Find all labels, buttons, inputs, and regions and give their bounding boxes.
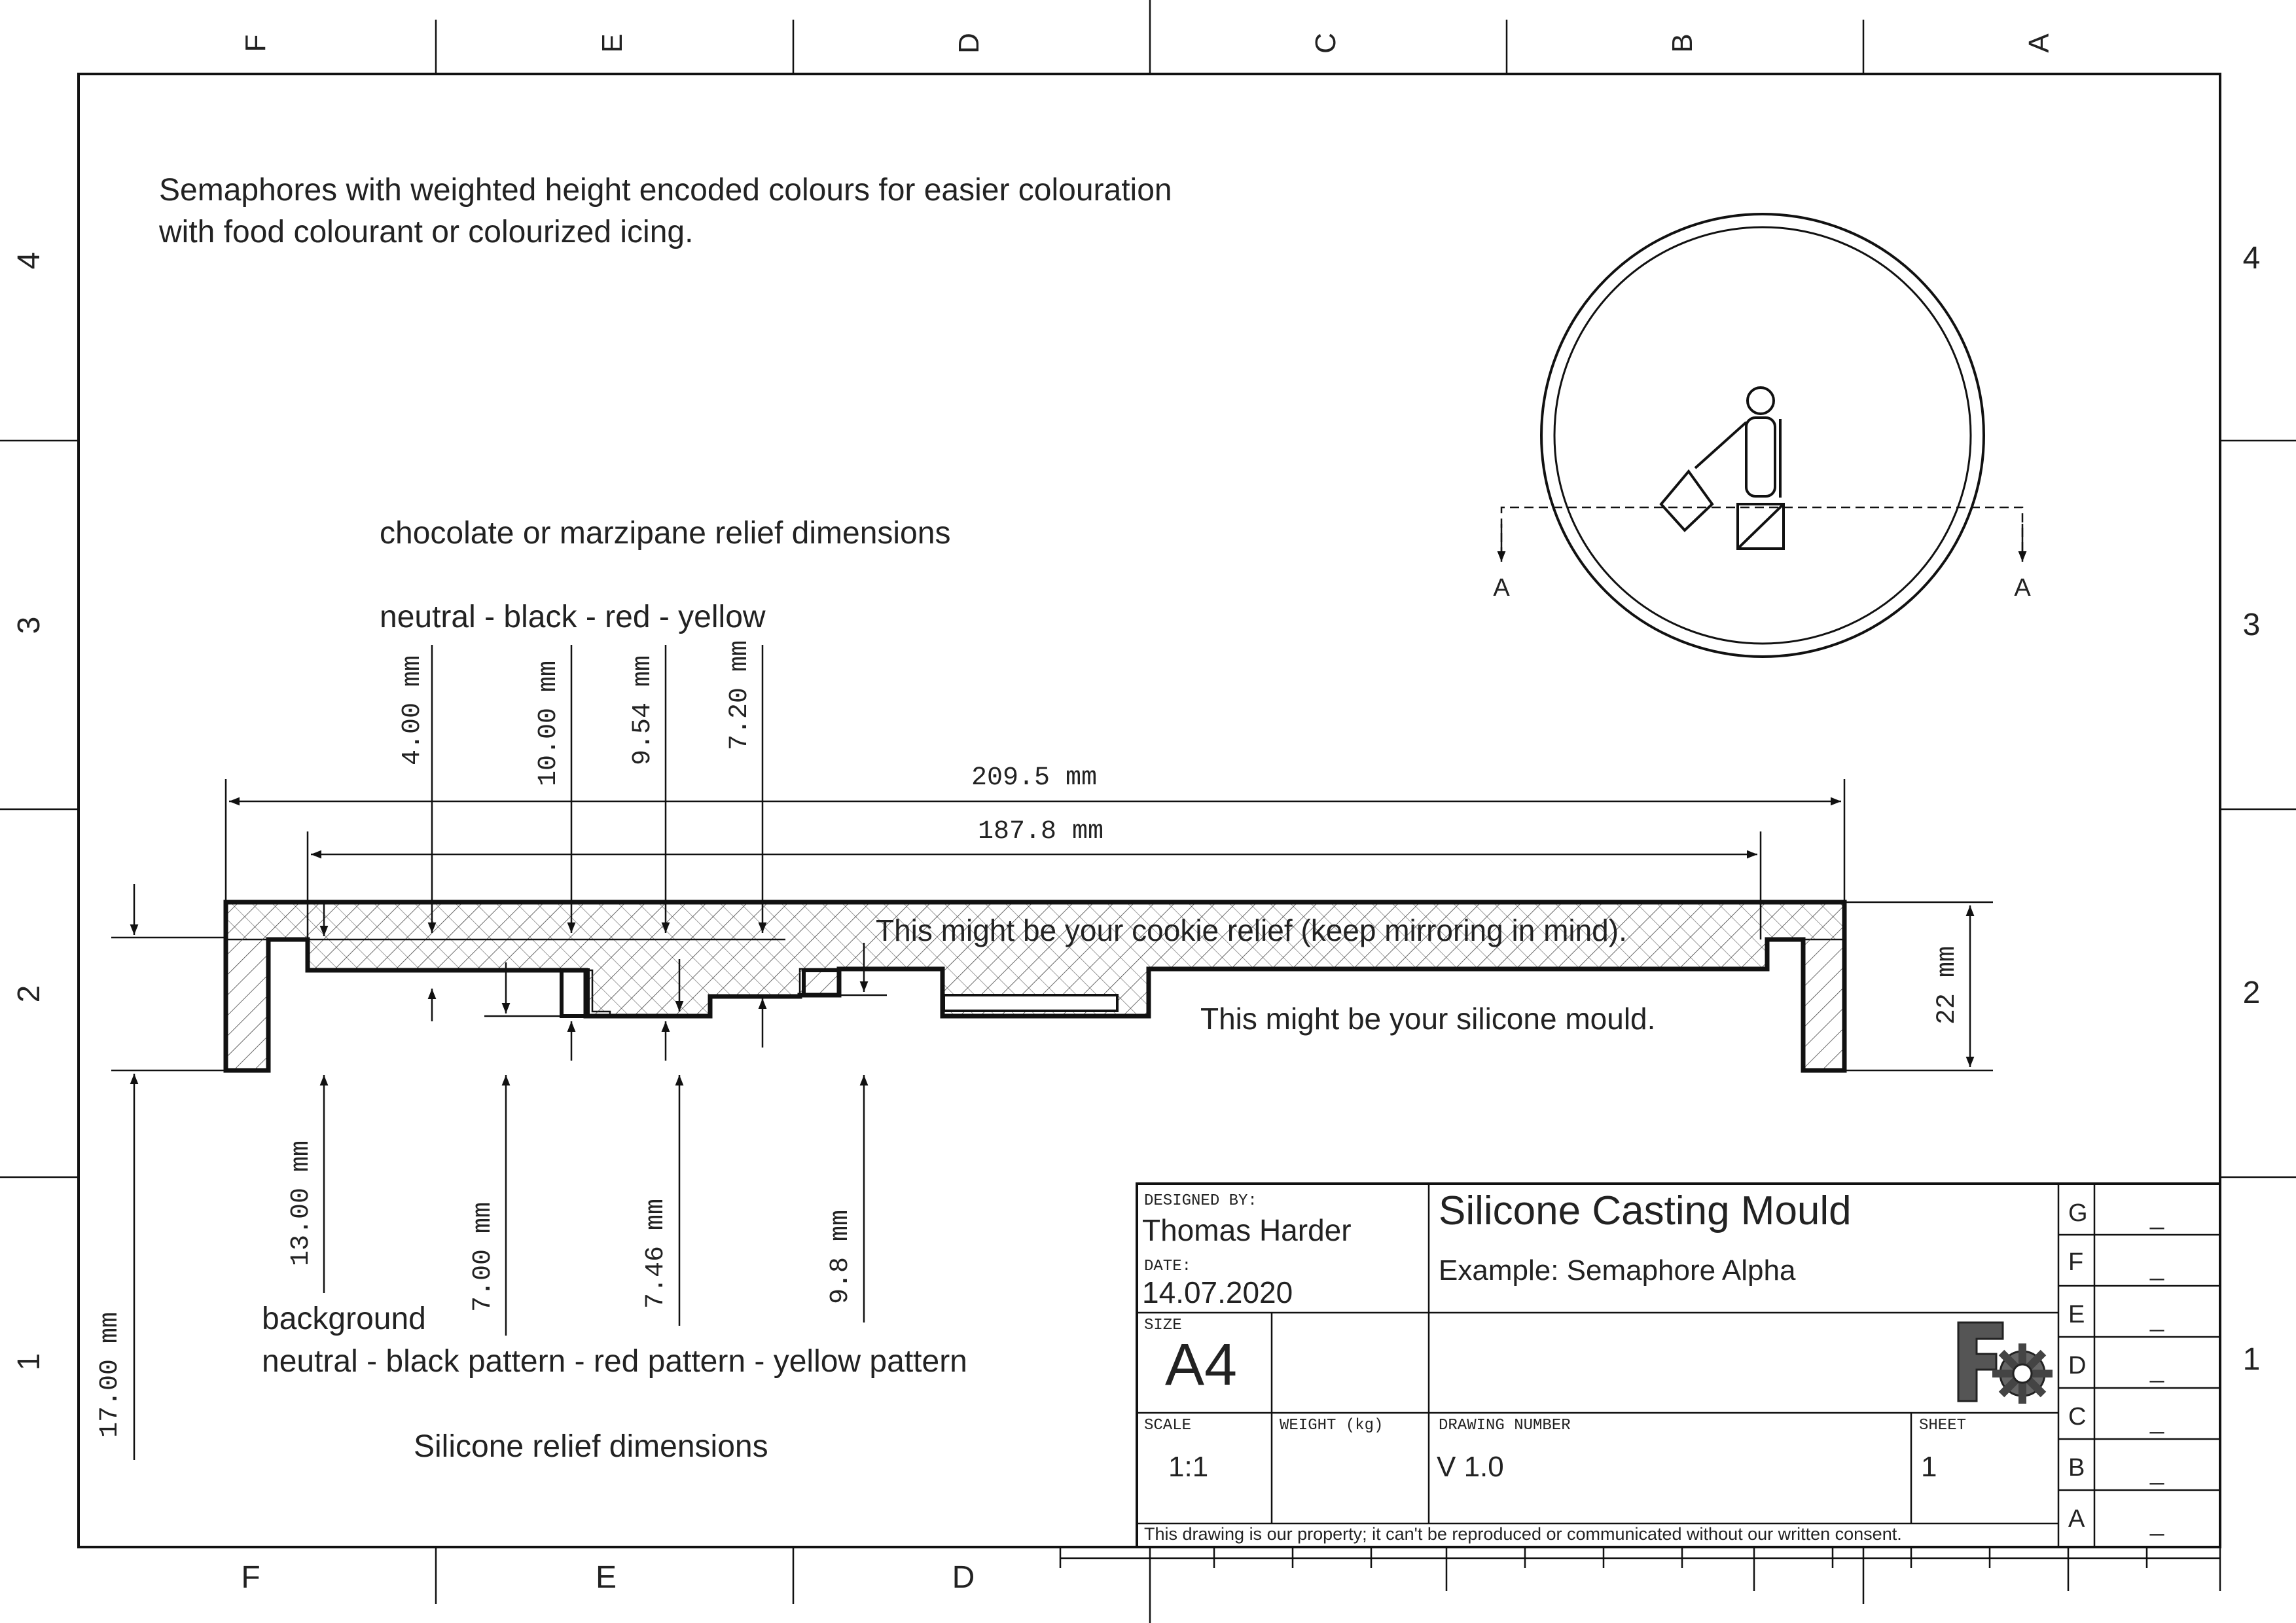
revision-value-c: _ bbox=[2150, 1407, 2164, 1434]
top-dim-1: 4.00 mm bbox=[398, 655, 427, 766]
bottom-dim-3: 7.46 mm bbox=[641, 1198, 671, 1309]
freecad-logo-icon bbox=[1958, 1322, 2053, 1404]
silicone-mould-note: This might be your silicone mould. bbox=[1200, 1002, 1656, 1036]
bottom-dim-2: 7.00 mm bbox=[469, 1201, 498, 1313]
size-value: A4 bbox=[1165, 1332, 1238, 1398]
revision-letter-d: D bbox=[2068, 1352, 2087, 1379]
silicone-background-label: background bbox=[262, 1302, 426, 1336]
column-label-a: A bbox=[2023, 33, 2055, 53]
row-label-1-right: 1 bbox=[2242, 1342, 2261, 1377]
drawing-number-value: V 1.0 bbox=[1437, 1451, 1504, 1483]
column-label-e: E bbox=[596, 33, 628, 53]
revision-value-a: _ bbox=[2150, 1509, 2164, 1537]
row-label-2-right: 2 bbox=[2242, 976, 2261, 1010]
revision-value-f: _ bbox=[2150, 1254, 2164, 1281]
drawing-title: Silicone Casting Mould bbox=[1439, 1188, 1852, 1233]
column-label-f: F bbox=[240, 34, 272, 52]
bottom-column-label-f: F bbox=[241, 1560, 260, 1595]
bottom-column-label-e: E bbox=[595, 1560, 617, 1595]
cookie-relief-note: This might be your cookie relief (keep mirroring in mind). bbox=[876, 913, 1627, 947]
revision-value-g: _ bbox=[2150, 1203, 2164, 1230]
revision-letter-e: E bbox=[2068, 1301, 2085, 1328]
chocolate-color-order: neutral - black - red - yellow bbox=[380, 600, 766, 634]
total-width-label: 209.5 mm bbox=[971, 763, 1098, 793]
scale-ruler bbox=[1060, 1547, 2220, 1623]
revision-letter-a: A bbox=[2068, 1505, 2085, 1533]
top-column-labels bbox=[240, 33, 2055, 54]
designer-name: Thomas Harder bbox=[1142, 1213, 1352, 1247]
silicone-heading: Silicone relief dimensions bbox=[414, 1429, 768, 1464]
revision-letter-f: F bbox=[2068, 1249, 2084, 1276]
revision-table bbox=[2058, 1199, 2220, 1537]
column-label-c: C bbox=[1310, 33, 1342, 54]
row-label-1-left: 1 bbox=[12, 1353, 46, 1371]
overall-height-label: 17.00 mm bbox=[96, 1311, 125, 1438]
top-dim-4: 7.20 mm bbox=[725, 640, 755, 751]
section-label-right: A bbox=[2014, 574, 2031, 602]
top-dim-3: 9.54 mm bbox=[628, 655, 658, 766]
row-label-3-right: 3 bbox=[2242, 608, 2261, 642]
drawing-subtitle: Example: Semaphore Alpha bbox=[1439, 1254, 1796, 1286]
column-label-d: D bbox=[953, 33, 985, 54]
silicone-color-order: neutral - black pattern - red pattern - yellow pattern bbox=[262, 1344, 967, 1379]
inner-width-label: 187.8 mm bbox=[977, 817, 1104, 847]
revision-value-e: _ bbox=[2150, 1305, 2164, 1332]
weight-label: WEIGHT (kg) bbox=[1280, 1417, 1384, 1434]
scale-value: 1:1 bbox=[1168, 1451, 1209, 1483]
column-label-b: B bbox=[1666, 33, 1698, 53]
revision-letter-g: G bbox=[2068, 1199, 2088, 1227]
row-label-3-left: 3 bbox=[12, 616, 46, 634]
section-label-left: A bbox=[1493, 574, 1510, 602]
height-label: 22 mm bbox=[1933, 945, 1962, 1025]
title-block bbox=[1137, 1184, 2220, 1547]
top-dim-2: 10.00 mm bbox=[534, 660, 564, 787]
revision-letter-c: C bbox=[2068, 1403, 2087, 1431]
date-label: DATE: bbox=[1144, 1258, 1192, 1275]
bottom-column-label-d: D bbox=[952, 1560, 975, 1595]
revision-value-b: _ bbox=[2150, 1458, 2164, 1486]
intro-note-line2: with food colourant or colourized icing. bbox=[159, 215, 694, 249]
row-label-4-left: 4 bbox=[12, 251, 46, 270]
sheet-value: 1 bbox=[1921, 1451, 1937, 1483]
semaphore-figure-icon bbox=[1661, 388, 1784, 549]
designed-by-label: DESIGNED BY: bbox=[1144, 1192, 1257, 1210]
intro-note-line1: Semaphores with weighted height encoded colours for easier colouration bbox=[159, 173, 1172, 208]
revision-value-d: _ bbox=[2150, 1356, 2164, 1383]
bottom-column-labels bbox=[241, 1560, 975, 1595]
sheet-label: SHEET bbox=[1919, 1417, 1967, 1434]
bottom-dim-4: 9.8 mm bbox=[826, 1209, 855, 1305]
ownership-disclaimer: This drawing is our property; it can't be reproduced or communicated without our written consent. bbox=[1144, 1524, 1902, 1544]
red-pattern-channel bbox=[944, 995, 1117, 1011]
bottom-dim-1: 13.00 mm bbox=[287, 1140, 316, 1267]
row-label-4-right: 4 bbox=[2242, 241, 2261, 276]
scale-label: SCALE bbox=[1144, 1417, 1192, 1434]
chocolate-heading: chocolate or marzipane relief dimensions bbox=[380, 516, 951, 551]
height-dimension bbox=[1844, 902, 1993, 1070]
size-label: SIZE bbox=[1144, 1317, 1182, 1334]
revision-letter-b: B bbox=[2068, 1454, 2085, 1482]
section-view bbox=[226, 902, 1844, 1070]
row-label-2-left: 2 bbox=[12, 985, 46, 1003]
date-value: 14.07.2020 bbox=[1142, 1275, 1293, 1309]
top-view bbox=[1493, 214, 2031, 657]
drawing-number-label: DRAWING NUMBER bbox=[1439, 1417, 1571, 1434]
